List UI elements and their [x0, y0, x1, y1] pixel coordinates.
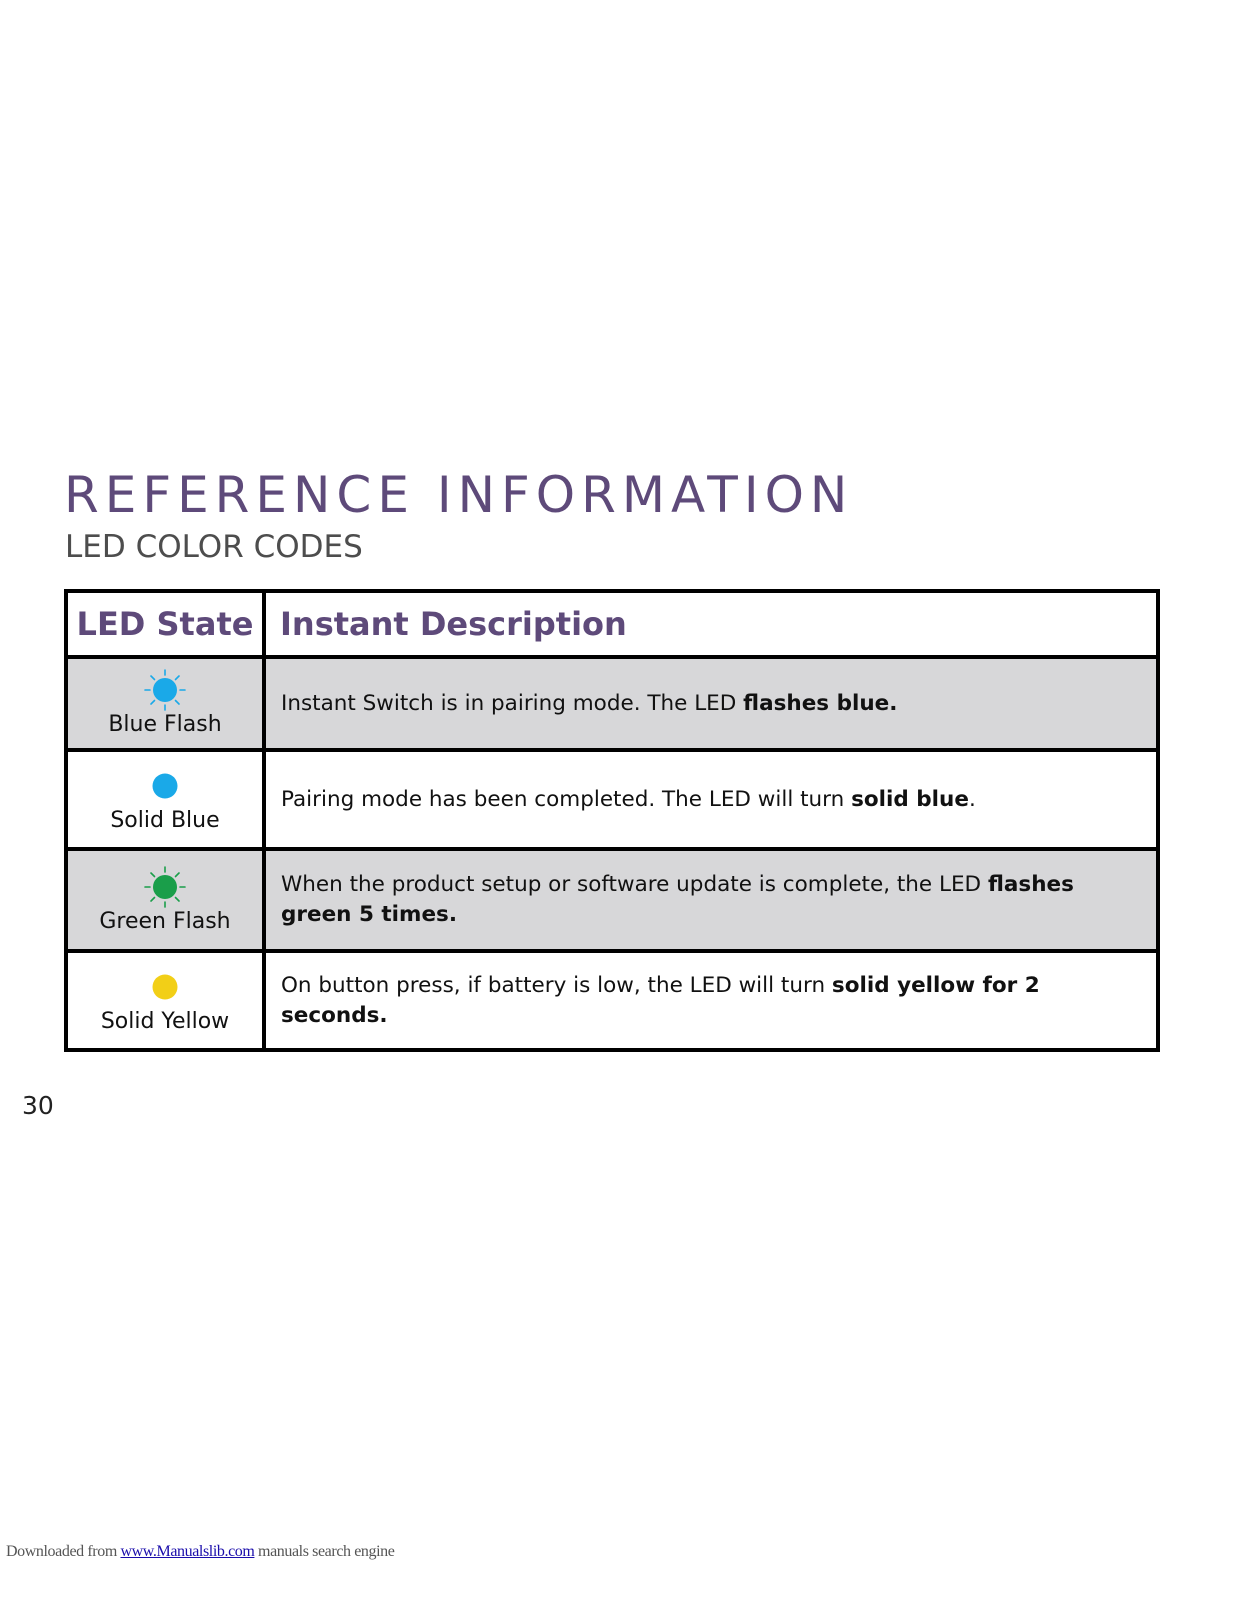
- table-header-row: [66, 591, 1158, 657]
- description-text: Instant Switch is in pairing mode. The LED: [281, 690, 744, 716]
- footer-suffix: manuals search engine: [254, 1543, 395, 1560]
- description-text: On button press, if battery is low, the LED will turn: [281, 972, 832, 998]
- description-emphasis: solid blue: [851, 786, 969, 812]
- description-emphasis: flashes green 5 times.: [281, 872, 1074, 927]
- led-state-label: Blue Flash: [108, 712, 222, 738]
- footer-prefix: Downloaded from: [6, 1543, 121, 1560]
- table-row: [66, 657, 1158, 750]
- header-led-state: LED State: [66, 591, 264, 657]
- led-description-cell: [264, 657, 1158, 750]
- page-title: REFERENCE INFORMATION: [64, 466, 854, 524]
- led-description-cell: [264, 750, 1158, 849]
- green-flash-icon: [143, 865, 187, 909]
- led-description-cell: [264, 849, 1158, 951]
- led-state-cell: [66, 750, 264, 849]
- yellow-solid-icon: [143, 965, 187, 1009]
- header-instant-description: Instant Description: [264, 591, 1158, 657]
- description-emphasis: flashes blue.: [743, 690, 898, 716]
- led-state-cell: [66, 657, 264, 750]
- table-row: [66, 750, 1158, 849]
- led-state-label: Green Flash: [99, 908, 231, 934]
- description-text: When the product setup or software update is complete, the LED: [281, 872, 988, 897]
- blue-solid-icon: [143, 764, 187, 808]
- led-state-label: Solid Yellow: [100, 1009, 230, 1035]
- table-row: [66, 951, 1158, 1050]
- description-tail: .: [968, 786, 976, 812]
- page-number: 30: [22, 1091, 54, 1120]
- download-footer: [6, 1543, 394, 1561]
- led-state-cell: [66, 849, 264, 951]
- description-emphasis: solid yellow for 2 seconds.: [281, 972, 1040, 1028]
- led-state-label: Solid Blue: [110, 808, 220, 834]
- table-row: [66, 849, 1158, 951]
- led-state-cell: [66, 951, 264, 1050]
- blue-flash-icon: [143, 668, 187, 712]
- led-description-cell: [264, 951, 1158, 1050]
- led-color-codes-table: [64, 589, 1160, 1052]
- description-text: Pairing mode has been completed. The LED will turn: [281, 786, 852, 812]
- page-subtitle: LED COLOR CODES: [65, 529, 363, 565]
- manualslib-link[interactable]: www.Manualslib.com: [120, 1543, 255, 1560]
